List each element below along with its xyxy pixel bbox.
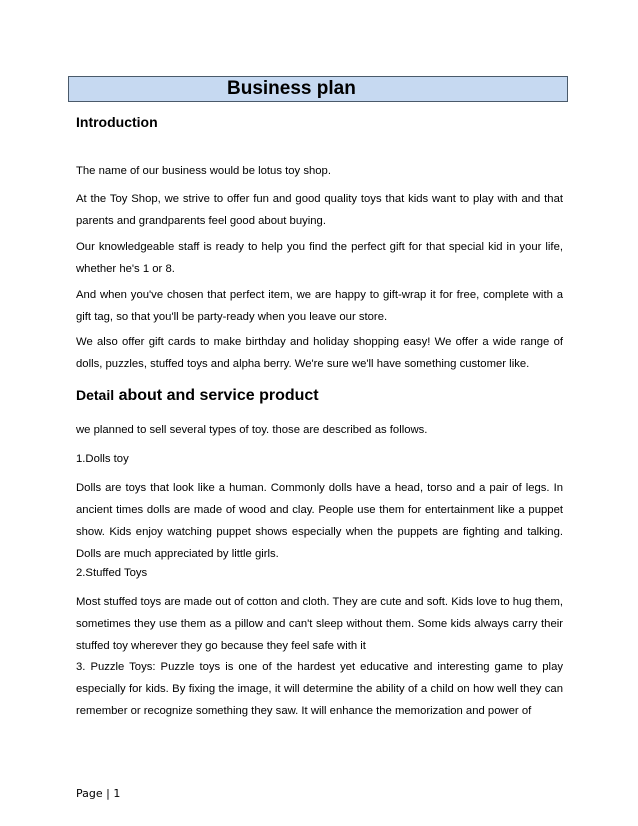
intro-paragraph-5: We also offer gift cards to make birthday and holiday shopping easy! We offer a wide range of dolls, puzzles, stuffed toys and alpha berry. We're sure we'll have something customer like. xyxy=(76,336,563,370)
intro-paragraph-2: At the Toy Shop, we strive to offer fun and good quality toys that kids want to play with and that parents and grandparents feel good about buying. xyxy=(76,193,563,227)
intro-paragraph-3: Our knowledgeable staff is ready to help you find the perfect gift for that special kid in your life, whether he's 1 or 8. xyxy=(76,241,563,275)
page-number-footer: Page | 1 xyxy=(76,787,121,800)
detail-paragraph-intro: we planned to sell several types of toy. those are described as follows. xyxy=(76,424,428,436)
dolls-toy-paragraph: Dolls are toys that look like a human. Commonly dolls have a head, torso and a pair of legs. In ancient times dolls are made of wood and clay. People use them for entertainment like a puppet show. Kids enjoy watching puppet shows especially when the puppets are fighting and talking. Dolls are much appreciated by little girls. xyxy=(76,482,563,560)
intro-paragraph-1: The name of our business would be lotus toy shop. xyxy=(76,165,331,177)
detail-heading-part1: Detail xyxy=(76,387,115,403)
document-title: Business plan xyxy=(227,78,356,99)
intro-paragraph-4: And when you've chosen that perfect item, we are happy to gift-wrap it for free, complete with a gift tag, so that you'll be party-ready when you leave our store. xyxy=(76,289,563,323)
dolls-toy-heading: 1.Dolls toy xyxy=(76,453,129,465)
introduction-heading: Introduction xyxy=(76,114,158,130)
title-banner xyxy=(68,76,568,102)
detail-heading-part2: about and service product xyxy=(114,387,319,404)
stuffed-toys-heading: 2.Stuffed Toys xyxy=(76,567,148,579)
detail-heading xyxy=(76,384,319,407)
stuffed-toys-paragraph: Most stuffed toys are made out of cotton and cloth. They are cute and soft. Kids love to hug them, sometimes they use them as a pillow and can't sleep without them. Some kids always carry their stuffed toy wherever they go because they feel safe with it xyxy=(76,596,563,652)
puzzle-toys-paragraph: 3. Puzzle Toys: Puzzle toys is one of the hardest yet educative and interesting game to play especially for kids. By fixing the image, it will determine the ability of a child on how well they can remember or recognize something they saw. It will enhance the memorization and power of xyxy=(76,661,563,717)
